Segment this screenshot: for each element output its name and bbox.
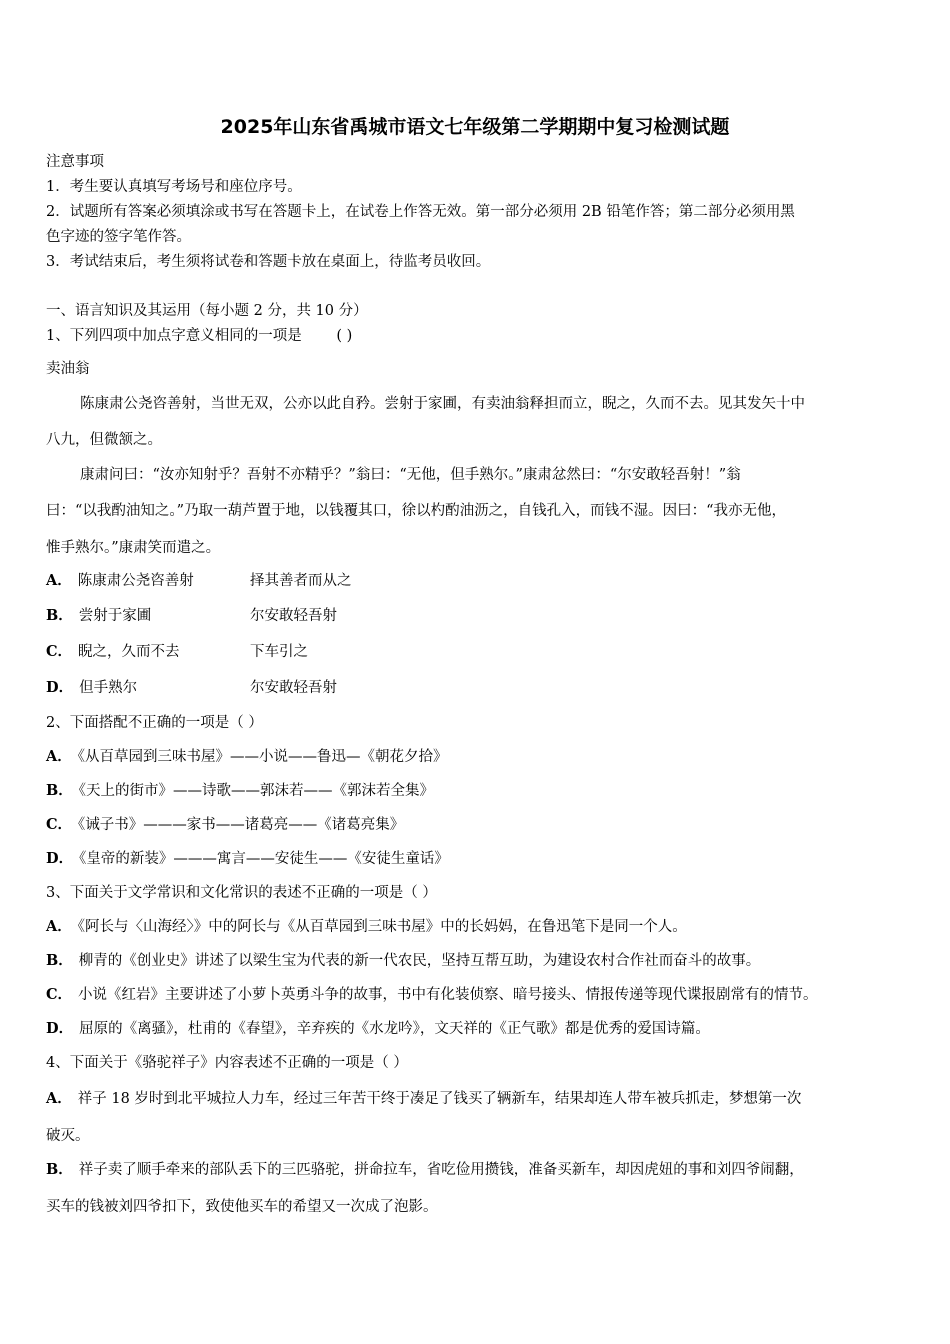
notice-item: 色字迹的签字笔作答。 — [46, 229, 191, 245]
passage-line: 康肃问曰：“汝亦知射乎？吾射不亦精乎？”翁曰：“无他，但手熟尔。”康肃忿然曰：“尔安敢轻吾射！”翁 — [80, 467, 741, 483]
question-text: 1、下列四项中加点字意义相同的一项是 — [46, 328, 302, 344]
option-text: 《诫子书》———家书——诸葛亮——《诸葛亮集》 — [78, 817, 405, 833]
option-text: 《天上的街市》——诗歌——郭沫若——《郭沫若全集》 — [78, 783, 435, 799]
option-letter: A． — [46, 748, 72, 765]
option-text: 柳青的《创业史》讲述了以梁生宝为代表的新一代农民，坚持互帮互助，为建设农村合作社而奋斗的故事。 — [78, 953, 761, 969]
option-left: 陈康肃公尧咨善射 — [77, 573, 194, 589]
notice-item: 3．考试结束后，考生须将试卷和答题卡放在桌面上，待监考员收回。 — [46, 254, 491, 270]
passage-line: 八九，但微颔之。 — [46, 432, 162, 448]
option-row — [46, 781, 434, 801]
option-letter: D． — [46, 850, 74, 867]
passage-line: 曰：“以我酌油知之。”乃取一葫芦置于地，以钱覆其口，徐以杓酌油沥之，自钱孔入，而钱不湿。因曰：“我亦无他， — [46, 503, 786, 519]
option-row — [46, 917, 687, 937]
option-continuation: 买车的钱被刘四爷扣下，致使他买车的希望又一次成了泡影。 — [46, 1199, 438, 1215]
option-right: 尔安敢轻吾射 — [250, 680, 337, 696]
option-left: 但手熟尔 — [79, 680, 138, 696]
option-text: 祥子卖了顺手牵来的部队丢下的三匹骆驼，拼命拉车，省吃俭用攒钱，准备买新车，却因虎妞的事和刘四爷闹翻， — [78, 1162, 804, 1178]
question-stem: 3、下面关于文学常识和文化常识的表述不正确的一项是（ ） — [46, 885, 437, 901]
answer-blank: ( ) — [336, 328, 353, 344]
option-letter: D． — [46, 679, 74, 696]
question-stem: 4、下面关于《骆驼祥子》内容表述不正确的一项是（ ） — [46, 1055, 408, 1071]
section-heading: 一、语言知识及其运用（每小题 2 分，共 10 分） — [46, 303, 368, 319]
option-row — [46, 1089, 801, 1109]
option-row — [46, 985, 818, 1005]
option-text: 小说《红岩》主要讲述了小萝卜英勇斗争的故事，书中有化装侦察、暗号接头、情报传递等现代谍报剧常有的情节。 — [78, 987, 818, 1003]
option-text: 《皇帝的新装》———寓言——安徒生——《安徒生童话》 — [79, 851, 449, 867]
option-row — [46, 849, 449, 869]
option-row — [46, 1019, 710, 1039]
option-row — [46, 571, 846, 591]
option-letter: A． — [46, 572, 72, 589]
option-row — [46, 606, 846, 626]
option-row — [46, 951, 760, 971]
option-text: 屈原的《离骚》，杜甫的《春望》，辛弃疾的《水龙吟》，文天祥的《正气歌》都是优秀的爱国诗篇。 — [79, 1021, 710, 1037]
option-letter: C． — [46, 986, 73, 1003]
notice-heading: 注意事项 — [46, 154, 104, 170]
option-left: 尝射于家圃 — [78, 608, 152, 624]
option-letter: B． — [46, 607, 73, 624]
option-right: 下车引之 — [250, 644, 308, 660]
passage-line: 陈康肃公尧咨善射，当世无双，公亦以此自矜。尝射于家圃，有卖油翁释担而立，睨之，久而不去。见其发矢十中 — [80, 396, 805, 412]
option-row — [46, 815, 404, 835]
option-letter: B． — [46, 782, 73, 799]
question-stem: 2、下面搭配不正确的一项是（ ） — [46, 715, 263, 731]
option-left: 睨之，久而不去 — [78, 644, 180, 660]
option-letter: B． — [46, 1161, 73, 1178]
option-letter: D． — [46, 1020, 74, 1037]
notice-item: 2．试题所有答案必须填涂或书写在答题卡上，在试卷上作答无效。第一部分必须用 2B 铅笔作答；第二部分必须用黑 — [46, 204, 795, 220]
option-letter: C． — [46, 816, 73, 833]
question-stem — [46, 326, 352, 346]
option-text: 《从百草园到三味书屋》——小说——鲁迅—《朝花夕拾》 — [77, 749, 448, 765]
passage-title: 卖油翁 — [46, 361, 90, 377]
option-row — [46, 1160, 804, 1180]
option-text: 《阿长与〈山海经〉》中的阿长与《从百草园到三味书屋》中的长妈妈，在鲁迅笔下是同一个人。 — [77, 919, 687, 935]
option-letter: C． — [46, 643, 73, 660]
option-letter: A． — [46, 1090, 72, 1107]
option-row — [46, 747, 448, 767]
page-title: 2025年山东省禹城市语文七年级第二学期期中复习检测试题 — [220, 116, 730, 138]
passage-line: 惟手熟尔。”康肃笑而遣之。 — [46, 540, 221, 556]
option-letter: B． — [46, 952, 73, 969]
option-letter: A． — [46, 918, 72, 935]
option-text: 祥子 18 岁时到北平城拉人力车，经过三年苦干终于凑足了钱买了辆新车，结果却连人带车被兵抓走，梦想第一次 — [77, 1091, 802, 1107]
option-right: 择其善者而从之 — [250, 573, 352, 589]
notice-item: 1．考生要认真填写考场号和座位序号。 — [46, 179, 302, 195]
option-right: 尔安敢轻吾射 — [250, 608, 337, 624]
option-row — [46, 642, 846, 662]
option-row — [46, 678, 846, 698]
option-continuation: 破灭。 — [46, 1128, 90, 1144]
